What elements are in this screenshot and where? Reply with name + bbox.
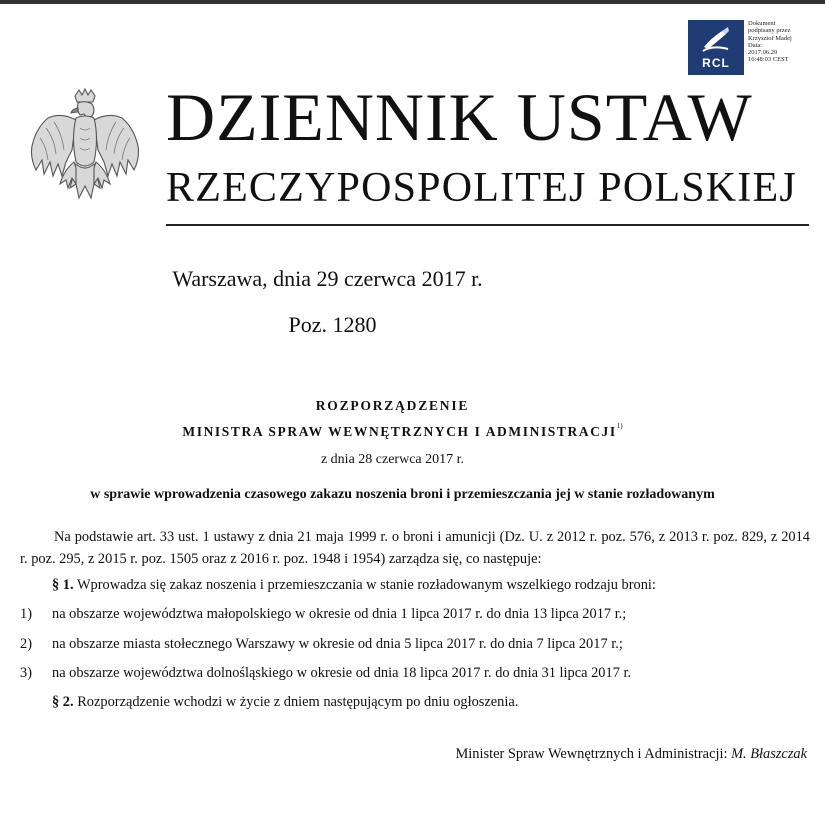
journal-title: DZIENNIK USTAW — [166, 79, 753, 155]
stamp-line: 16:48:03 CEST — [748, 56, 789, 64]
item-number: 3) — [20, 665, 32, 681]
act-type: ROZPORZĄDZENIE — [315, 398, 470, 413]
electronic-signature-stamp — [688, 20, 808, 75]
section-1-label: § 1. — [52, 577, 74, 593]
section-2 — [52, 694, 518, 711]
section-2-label: § 2. — [52, 694, 74, 710]
act-date: z dnia 28 czerwca 2017 r. — [320, 452, 465, 467]
stamp-line: Krzysztof Madej — [748, 34, 792, 42]
act-subject: w sprawie wprowadzenia czasowego zakazu noszenia broni i przemieszczania jej w stanie rozładowanym — [90, 487, 715, 502]
item-number: 2) — [20, 636, 32, 652]
footnote-mark: 1) — [616, 422, 623, 430]
publication-date: Warszawa, dnia 29 czerwca 2017 r. — [172, 266, 483, 291]
authority-text: MINISTRA SPRAW WEWNĘTRZNYCH I ADMINISTRACJI — [182, 424, 617, 439]
signature-details — [748, 20, 810, 64]
stamp-line: Data: — [748, 41, 763, 49]
rcl-logo — [688, 20, 744, 75]
position-number: Poz. 1280 — [288, 312, 377, 337]
item-number: 1) — [20, 606, 32, 622]
signature-line — [456, 746, 808, 763]
stamp-line: Dokument — [748, 20, 776, 27]
stamp-line: 2017.06.29 — [748, 49, 778, 57]
journal-subtitle: RZECZYPOSPOLITEJ POLSKIEJ — [166, 165, 797, 211]
top-border — [0, 0, 825, 4]
white-eagle-icon — [26, 88, 144, 220]
signatory-name: M. Błaszczak — [731, 746, 807, 762]
header-divider — [166, 224, 809, 226]
section-1 — [52, 577, 656, 594]
rcl-label: RCL — [702, 56, 730, 70]
section-2-text: Rozporządzenie wchodzi w życie z dniem następującym po dniu ogłoszenia. — [77, 694, 519, 710]
stamp-line: podpisany przez — [748, 27, 791, 35]
signatory-role: Minister Spraw Wewnętrznych i Administracji: — [455, 746, 728, 762]
pen-icon — [700, 25, 732, 55]
legal-basis-paragraph: Na podstawie art. 33 ust. 1 ustawy z dnia 21 maja 1999 r. o broni i amunicji (Dz. U. z 2012 r. poz. 576, z 2013 r. poz. 829, z 2014 r. poz. 295, z 2015 r. poz. 1505 oraz z 2016 r. poz. 1948 i 1954) zarządza się, co następuje: — [20, 529, 810, 567]
item-text: na obszarze województwa małopolskiego w okresie od dnia 1 lipca 2017 r. do dnia 13 lipca 2017 r.; — [52, 606, 627, 622]
item-text: na obszarze województwa dolnośląskiego w okresie od dnia 18 lipca 2017 r. do dnia 31 lipca 2017 r. — [52, 665, 632, 681]
item-text: na obszarze miasta stołecznego Warszawy w okresie od dnia 5 lipca 2017 r. do dnia 7 lipca 2017 r.; — [52, 636, 623, 652]
act-authority — [0, 422, 815, 440]
section-1-text: Wprowadza się zakaz noszenia i przemieszczania w stanie rozładowanym wszelkiego rodzaju broni: — [76, 577, 656, 593]
